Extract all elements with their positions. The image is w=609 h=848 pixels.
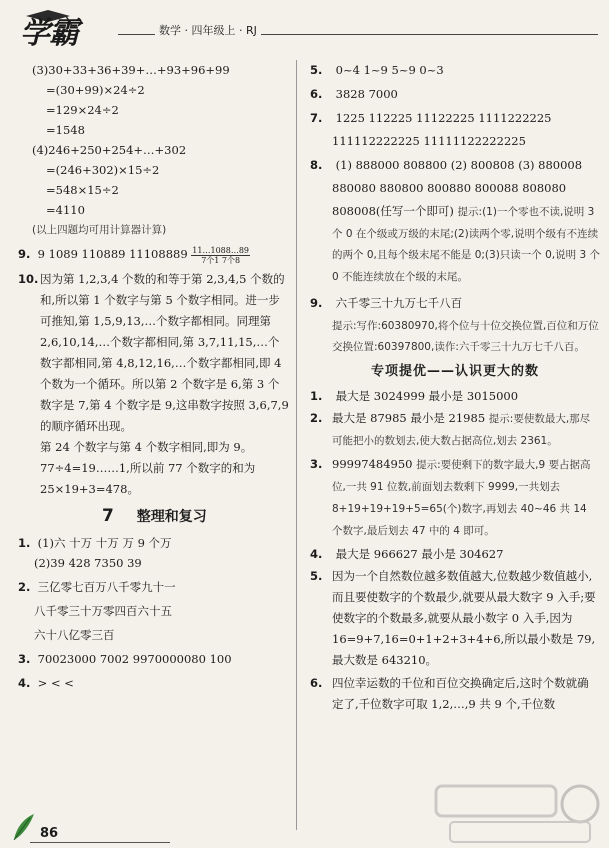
- answer-5-number: 5.: [310, 63, 323, 77]
- review-q2: [18, 577, 290, 597]
- answer-8-explanation: [310, 201, 600, 287]
- q9-number: 9.: [18, 247, 31, 261]
- leaf-decoration-icon: [10, 812, 36, 842]
- answer-8-line-1: (1) 888000 808800 (2) 800808 (3) 880008: [335, 158, 583, 172]
- review-q2-part-1: 三亿零七百万八千零九十一: [37, 579, 176, 594]
- answer-6: [310, 84, 600, 104]
- question-9: [18, 244, 290, 265]
- answer-5: [310, 60, 600, 80]
- q10-paragraph-3: 77÷4=19……1,所以前 77 个数字的和为 25×19+3=478。: [40, 460, 256, 496]
- review-q3: [18, 649, 290, 669]
- section-q6-number: 6.: [310, 676, 323, 690]
- review-q2-part-3: 六十八亿零三百: [34, 627, 115, 642]
- review-q3-number: 3.: [18, 651, 31, 666]
- q9-text: 9 1089 110889 11108889: [37, 247, 188, 261]
- column-divider: [296, 60, 297, 830]
- answer-7: [310, 108, 600, 128]
- logo-text: 学霸: [20, 16, 78, 51]
- section-q5: [310, 566, 600, 671]
- review-q4: [18, 673, 290, 693]
- q10-paragraph-2: 第 24 个数字与第 4 个数字相同,即为 9。: [40, 439, 253, 454]
- q3-expression: (3)30+33+36+39+…+93+96+99: [32, 63, 230, 77]
- footer-rule: [30, 842, 170, 843]
- answer-8-hint: 提示:(1)一个零也不读,说明 3 个 0 在个级或万级的末尾;(2)读两个零,说明个级有不连续的两个 0,且每个级末尾不能是 0;(3)只读一个 0,说明 3 个 0 不能连续放在个级的末尾。: [332, 206, 600, 283]
- section-q2-text: 最大是 87985 最小是 21985: [332, 411, 486, 425]
- section-q2-number: 2.: [310, 411, 323, 425]
- q10-number: 10.: [18, 271, 39, 286]
- right-column: [310, 60, 600, 715]
- answer-9: [310, 293, 600, 313]
- review-q2-part-2: 八千零三十万零四百六十五: [34, 603, 172, 618]
- answer-9-text: 六千零三十九万七千八百: [335, 296, 463, 310]
- q4-step-2: =548×15÷2: [46, 183, 119, 197]
- section-q4: [310, 544, 600, 564]
- calculator-note: (以上四题均可用计算器计算): [32, 224, 167, 236]
- section-q5-number: 5.: [310, 569, 323, 583]
- watermark-stamp-icon: [430, 780, 600, 846]
- section-q2-hint: 提示:要使数最大,那尽可能把小的数划去,使大数占据高位,划去 2361。: [332, 413, 591, 447]
- chapter-number: 7: [102, 505, 114, 526]
- section-q6-text: 四位幸运数的千位和百位交换确定后,这时个数就确定了,千位数字可取 1,2,…,9 共 9 个,千位数: [332, 676, 589, 711]
- review-q1-part-2: (2)39 428 7350 39: [34, 555, 142, 570]
- chapter-heading: [18, 506, 290, 527]
- answer-5-text: 0~4 1~9 5~9 0~3: [335, 63, 444, 77]
- review-q4-number: 4.: [18, 675, 31, 690]
- q9-frac-top: 11…1088…89: [192, 245, 250, 255]
- q4-result: =4110: [46, 203, 85, 217]
- section-q1-text: 最大是 3024999 最小是 3015000: [335, 389, 519, 403]
- section-q1: [310, 386, 600, 406]
- section-q3: [310, 454, 600, 542]
- q3-step-2: =129×24÷2: [46, 103, 119, 117]
- review-q4-text: > < <: [37, 675, 74, 690]
- answer-7-line-2: 111112222225 11111122222225: [332, 134, 526, 148]
- answer-7-line-1: 1225 112225 11122225 1111222225: [335, 111, 552, 125]
- section-q3-hint: 提示:要使剩下的数字最大,9 要占据高位,一共 91 位数,前面划去数剩下 9999,一共划去 8+19+19+19+5=65(个)数字,再划去 40~46 共 14 个数字,最后划去 47 中的 4 即可。: [332, 459, 591, 537]
- answer-8-line-2: 880080 880800 800880 800088 808080: [332, 181, 567, 195]
- answer-8: [310, 155, 600, 175]
- section-q4-text: 最大是 966627 最小是 304627: [335, 547, 504, 561]
- review-q2-number: 2.: [18, 579, 31, 594]
- answer-9-number: 9.: [310, 296, 323, 310]
- section-q2: [310, 408, 600, 452]
- review-q3-text: 70023000 7002 9970000080 100: [37, 651, 232, 666]
- section-q5-text: 因为一个自然数位越多数值越大,位数越少数值越小,而且要使数字的个数最少,就要从最大数字 9 入手;要使数字的个数最多,就要从最小数字 0 入手,因为 16=9+7,16=0+1+2+3+4+6,所以最小数是 79,最大数是 643210。: [332, 569, 596, 667]
- answer-6-number: 6.: [310, 87, 323, 101]
- question-10: [18, 269, 290, 500]
- q4-expression: (4)246+250+254+…+302: [32, 143, 187, 157]
- answer-8-line-3: 808008(任写一个即可): [332, 204, 454, 218]
- review-q1-part-1: (1)六 十万 十万 万 9 个万: [37, 535, 172, 550]
- review-q1-number: 1.: [18, 535, 31, 550]
- left-column: [18, 60, 290, 693]
- q3-result: =1548: [46, 123, 85, 137]
- q9-frac-bottom: 7个1 7个8: [201, 255, 241, 265]
- review-q1: [18, 533, 290, 553]
- page-header: [0, 0, 609, 56]
- page-number: 86: [40, 826, 59, 841]
- q10-paragraph-1: 因为第 1,2,3,4 个数的和等于第 2,3,4,5 个数的和,所以第 1 个数字与第 5 个数字相同。进一步可推知,第 1,5,9,13,…个数字都相同。同理第 2,6,10,14,…个数字都相同,第 3,7,11,15,…个数字都相同,第 4,8,12,16,…个数字都相同,即 4 个数为一个循环。所以第 2 个数字是 6,第 3 个数字是 7,第 4 个数字是 9,这串数字按照 3,6,7,9 的顺序循环出现。: [40, 271, 289, 433]
- answer-6-text: 3828 7000: [335, 87, 398, 101]
- section-q1-number: 1.: [310, 389, 323, 403]
- q9-fraction: [191, 246, 250, 265]
- answer-7-number: 7.: [310, 111, 323, 125]
- answer-9-hint: 提示:写作:60380970,将个位与十位交换位置,百位和万位交换位置:60397800,读作:六千零三十九万七千八百。: [332, 320, 599, 353]
- q3-step-1: =(30+99)×24÷2: [46, 83, 145, 97]
- q4-step-1: =(246+302)×15÷2: [46, 163, 160, 177]
- section-q3-text: 99997484950: [332, 457, 413, 471]
- section-q4-number: 4.: [310, 547, 323, 561]
- header-subtitle: 数学 · 四年级上 · RJ: [155, 22, 261, 38]
- section-q6: [310, 673, 600, 715]
- section-heading: 专项提优——认识更大的数: [370, 364, 539, 379]
- chapter-title: 整理和复习: [136, 508, 207, 525]
- section-q3-number: 3.: [310, 457, 323, 471]
- answer-8-number: 8.: [310, 158, 323, 172]
